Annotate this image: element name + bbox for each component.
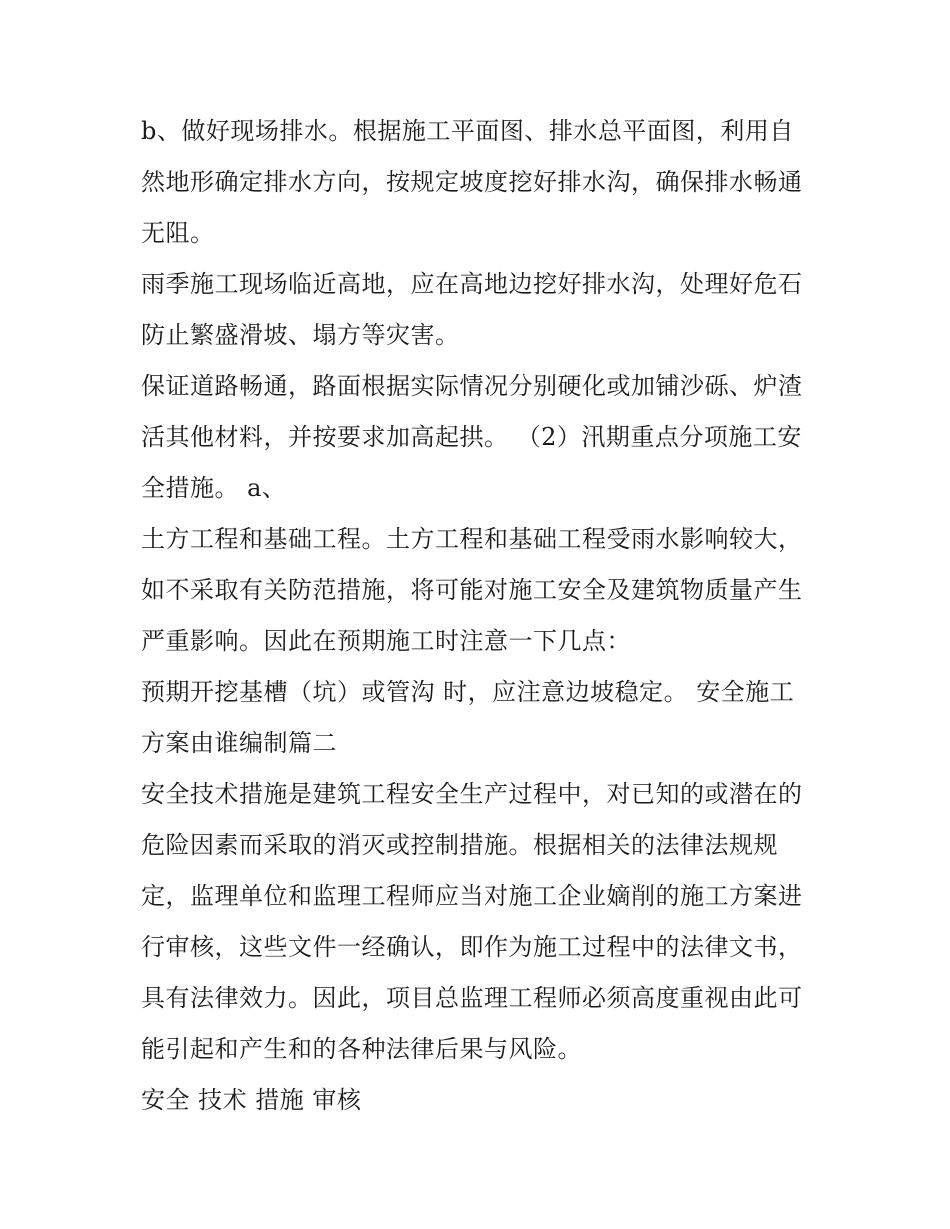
text-line: 如不采取有关防范措施，将可能对施工安全及建筑物质量产生 (141, 576, 803, 604)
paragraph-roads (141, 361, 821, 514)
text-line: 预期开挖基槽（坑）或管沟 时，应注意边坡稳定。 安全施工 (141, 678, 795, 706)
document-body (141, 106, 821, 1126)
text-line: 安全技术措施是建筑工程安全生产过程中，对已知的或潜在的 (141, 780, 803, 808)
text-line: 方案由谁编制篇二 (141, 729, 337, 757)
paragraph-safety-measures (141, 769, 821, 1075)
paragraph-earthwork (141, 514, 821, 667)
text-line: 雨季施工现场临近高地，应在高地边挖好排水沟，处理好危石 (141, 270, 803, 298)
text-line: 全措施。 a、 (141, 474, 287, 502)
paragraph-excavation (141, 667, 821, 769)
keywords-line: 安全 技术 措施 审核 (141, 1086, 362, 1114)
text-line: 具有法律效力。因此，项目总监理工程师必须高度重视由此可 (141, 984, 803, 1012)
paragraph-highland (141, 259, 821, 361)
text-line: 土方工程和基础工程。土方工程和基础工程受雨水影响较大， (141, 525, 803, 553)
text-line: 防止繁盛滑坡、塌方等灾害。 (141, 321, 460, 349)
text-line: 定，监理单位和监理工程师应当对施工企业嫡削的施工方案进 (141, 882, 803, 910)
text-line: 无阻。 (141, 219, 215, 247)
text-line: 保证道路畅通，路面根据实际情况分别硬化或加铺沙砾、炉渣 (141, 372, 803, 400)
text-line: 严重影响。因此在预期施工时注意一下几点： (141, 627, 631, 655)
text-line: 能引起和产生和的各种法律后果与风险。 (141, 1035, 582, 1063)
paragraph-keywords (141, 1075, 821, 1126)
paragraph-drainage (141, 106, 821, 259)
text-line: 危险因素而采取的消灭或控制措施。根据相关的法律法规规 (141, 831, 778, 859)
text-line: 行审核，这些文件一经确认，即作为施工过程中的法律文书， (141, 933, 803, 961)
text-line: 然地形确定排水方向，按规定坡度挖好排水沟，确保排水畅通 (141, 168, 803, 196)
text-line: 活其他材料，并按要求加高起拱。 （2）汛期重点分项施工安 (141, 423, 802, 451)
text-line: b、做好现场排水。根据施工平面图、排水总平面图，利用自 (141, 117, 794, 145)
